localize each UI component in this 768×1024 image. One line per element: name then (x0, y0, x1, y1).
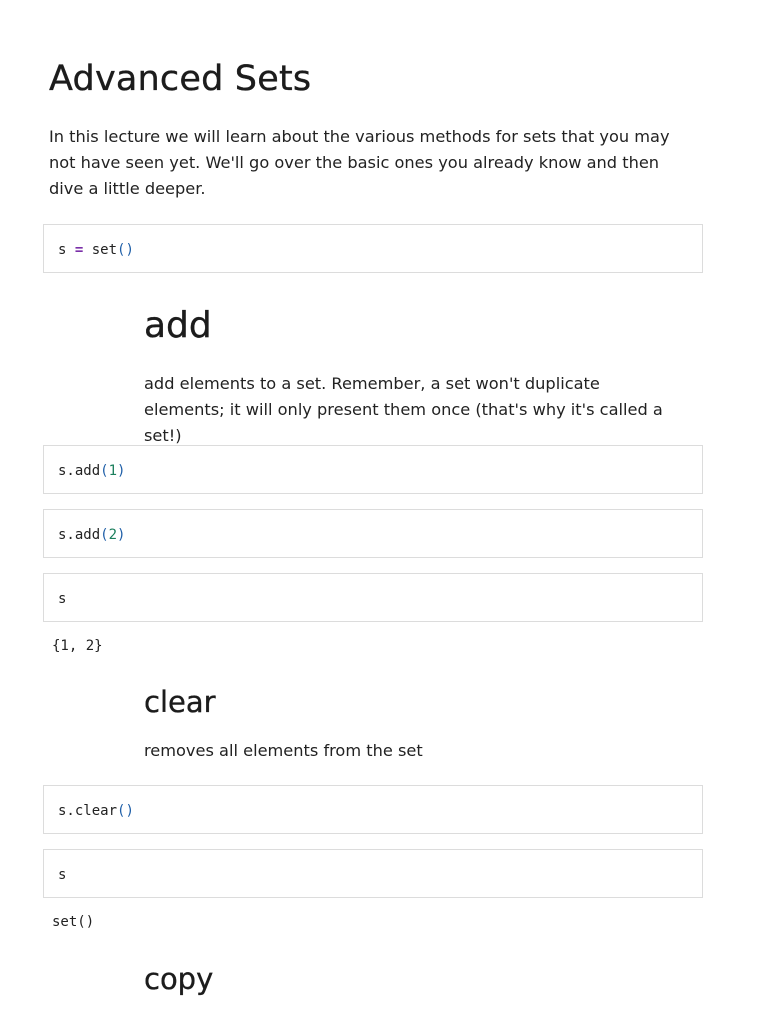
code-cell-show-set-2[interactable] (43, 849, 703, 898)
code-line: s (58, 591, 67, 607)
code-cell-add-1[interactable] (43, 445, 703, 494)
intro-paragraph: In this lecture we will learn about the various methods for sets that you may not have seen yet. We'll go over the basic ones you already know and then dive a little deeper. (49, 127, 670, 198)
cell-output: {1, 2} (52, 638, 103, 654)
code-cell-create-set[interactable] (43, 224, 703, 273)
code-cell-clear[interactable] (43, 785, 703, 834)
page-title: Advanced Sets (49, 59, 312, 99)
code-line: s (58, 867, 67, 883)
section-heading-add: add (144, 305, 212, 346)
cell-output: set() (52, 914, 95, 930)
code-line: s.add(2) (58, 527, 126, 543)
code-line: s.clear() (58, 803, 134, 819)
section-heading-copy: copy (144, 962, 214, 996)
code-cell-show-set[interactable] (43, 573, 703, 622)
code-line: s.add(1) (58, 463, 126, 479)
code-cell-add-2[interactable] (43, 509, 703, 558)
add-description: add elements to a set. Remember, a set won't duplicate elements; it will only present them once (that's why it's called a set!) (144, 374, 663, 445)
code-line: s = set() (58, 242, 134, 258)
section-heading-clear: clear (144, 685, 216, 719)
clear-description: removes all elements from the set (144, 741, 423, 760)
